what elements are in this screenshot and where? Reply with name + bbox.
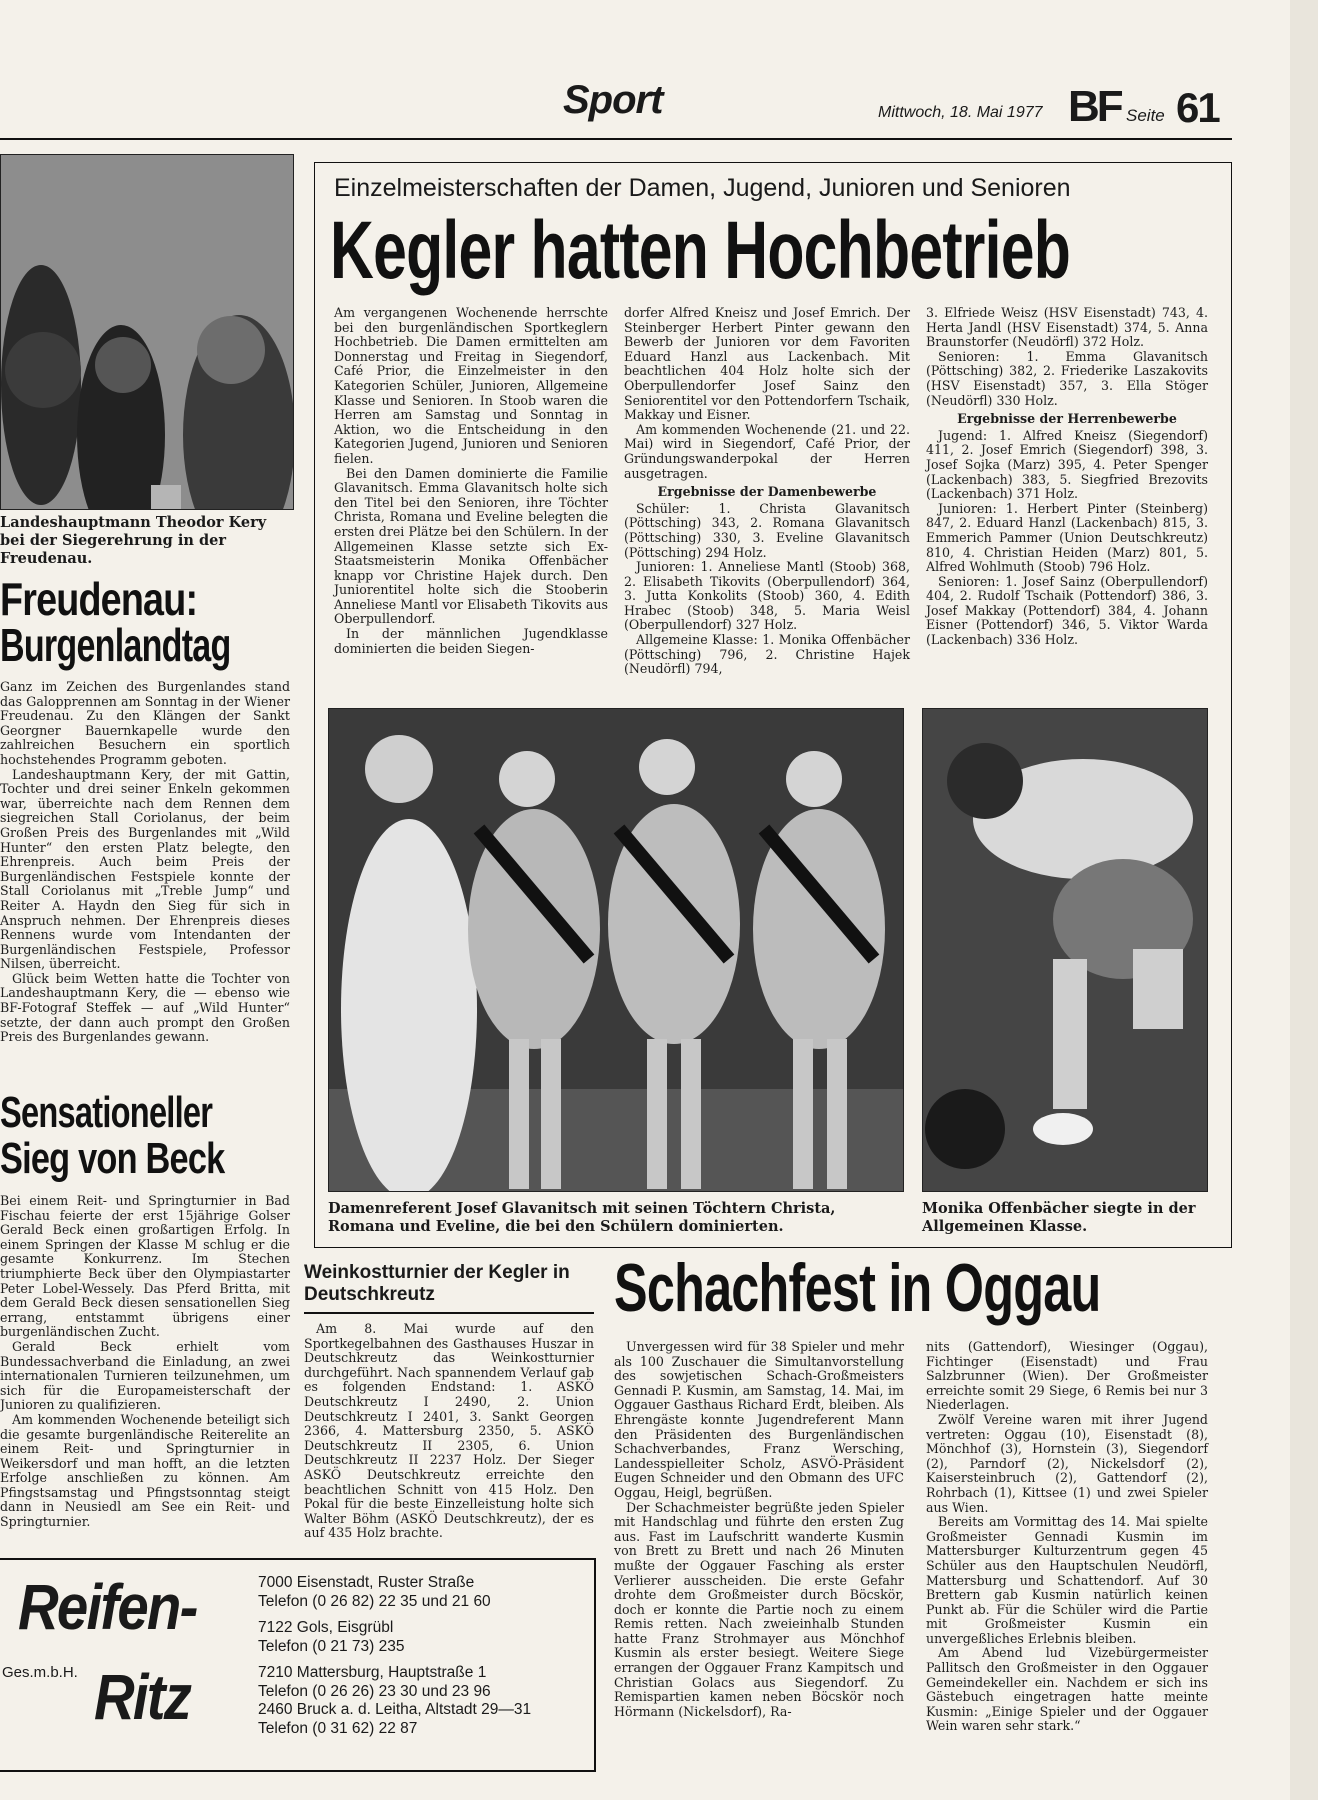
kery-photo-caption: Landeshauptmann Theodor Kery bei der Siegerehrung in der Freudenau. (0, 514, 267, 567)
issue-date: Mittwoch, 18. Mai 1977 (878, 104, 1043, 121)
freudenau-article: Ganz im Zeichen des Burgenlandes stand das Galopprennen am Sonntag in der Wiener Freudenau. Zu den Klängen der Sankt Georgner Bauernkapelle wurde den zahlreichen Besuchern ein sportlich hochstehendes Programm geboten. Landeshauptmann Kery, der mit Gattin, Tochter und drei seiner Enkeln gekommen war, überreichte nach dem Rennen dem siegreichen Stall Coriolanus, der beim Großen Preis des Burgenlandes mit „Wild Hunter“ den ersten Platz belegte, den Ehrenpreis. Auch beim Preis der Burgenländischen Festspiele konnte der Stall Coriolanus mit „Treble Jump“ und Reiter A. Haydn den Sieg für sich in Anspruch nehmen. Der Ehrenpreis dieses Rennens wurde vom Intendanten der Burgenländischen Festspiele, Professor Nilsen, überreicht. Glück beim Wetten hatte die Tochter von Landeshauptmann Kery, die — ebenso wie BF-Fotograf Steffek — auf „Wild Hunter“ setzte, der dann auch prompt den Großen Preis des Burgenlandes gewann. (0, 679, 290, 1045)
kegler-column-1: Am vergangenen Wochenende herrschte bei den burgenländischen Sportkeglern Hochbetrieb. Die Damen ermittelten am Donnerstag und Freitag in Siegendorf, Café Prior, die Einzelmeister in den Kategorien Schüler, Junioren, Allgemeine Klasse und Senioren. In Stoob waren die Herren am Samstag und Sonntag in Aktion, wo die Entscheidung in den Kategorien Jugend, Junioren und Senioren fielen. Bei den Damen dominierte die Familie Glavanitsch. Emma Glavanitsch holte sich den Titel bei den Senioren, ihre Töchter Christa, Romana und Eveline belegten die ersten drei Plätze bei den Schülern. In der Allgemeinen Klasse setzte sich Ex-Staatsmeisterin Monika Offenbächer knapp vor Christine Hajek durch. Den Juniorentitel holte sich die Stooberin Anneliese Mantl vor Elisabeth Tikovits aus Oberpullendorf. In der männlichen Jugendklasse dominierten die beiden Siegen- (334, 305, 608, 656)
page-number: 61 (1176, 84, 1219, 131)
kery-photo-figures (1, 155, 293, 509)
beck-headline-line1: Sensationeller (0, 1088, 213, 1137)
offenbaecher-photo (922, 708, 1208, 1192)
page-edge (1290, 0, 1318, 1800)
kegler-column-2: dorfer Alfred Kneisz und Josef Emrich. Der Steinberger Herbert Pinter gewann den Bewerb der Junioren vor dem Favoriten Eduard Hanzl aus Lackenbach. Mit beachtlichen 404 Holz holte sich der Oberpullendorfer Josef Sainz den Seniorentitel vor den Pottendorfern Tschaik, Makkay und Eisner. Am kommenden Wochenende (21. und 22. Mai) wird in Siegendorf, Café Prior, der Gründungswanderpokal der Herren ausgetragen. Ergebnisse der Damenbewerbe Schüler: 1. Christa Glavanitsch (Pöttsching) 343, 2. Romana Glavanitsch (Pöttsching) 330, 3. Eveline Glavanitsch (Pöttsching) 294 Holz. Junioren: 1. Anneliese Mantl (Stoob) 368, 2. Elisabeth Tikovits (Oberpullendorf) 364, 3. Jutta Konkolits (Stoob) 360, 4. Edith Hrabec (Stoob) 348, 5. Maria Weisl (Oberpullendorf) 327 Holz. Allgemeine Klasse: 1. Monika Offenbächer (Pöttsching) 796, 2. Christine Hajek (Neudörfl) 794, (624, 305, 910, 677)
weinkost-rule (304, 1312, 594, 1314)
kegler-kicker: Einzelmeisterschaften der Damen, Jugend, Junioren und Senioren (334, 174, 1071, 202)
herren-results-heading: Ergebnisse der Herrenbewerbe (957, 411, 1177, 427)
herren-result-jugend: Jugend: 1. Alfred Kneisz (Siegendorf) 411, 2. Josef Emrich (Siegendorf) 398, 3. Josef Sojka (Marz) 395, 4. Peter Spenger (Lackenbach) 383, 5. Siegfried Brezovits (Lackenbach) 371 Holz. (926, 427, 1208, 502)
reifen-ritz-ad (0, 1558, 596, 1772)
beck-headline-line2: Sieg von Beck (0, 1134, 225, 1183)
freudenau-headline-line2: Burgenlandtag (0, 619, 231, 671)
ad-line: 2460 Bruck a. d. Leitha, Altstadt 29—31 (258, 1701, 532, 1718)
ad-brand-line1: Reifen- (18, 1571, 197, 1643)
herren-result-senioren: Senioren: 1. Josef Sainz (Oberpullendorf) 404, 2. Rudolf Tschaik (Pottendorf) 386, 3. Josef Makkay (Pottendorf) 384, 4. Johann Eisner (Pottendorf) 346, 5. Viktor Warda (Lackenbach) 336 Holz. (926, 573, 1208, 648)
weinkost-article: Am 8. Mai wurde auf den Sportkegelbahnen des Gasthauses Huszar in Deutschkreutz das Weinkostturnier durchgeführt. Nach spannendem Verlauf gab es folgenden Endstand: 1. ASKÖ Deutschkreutz I 2490, 2. Union Deutschkreutz I 2401, 3. Sankt Georgen 2366, 4. Mattersburg 2350, 5. ASKÖ Deutschkreutz II 2305, 6. Union Deutschkreutz II 2237 Holz. Der Sieger ASKÖ Deutschkreutz erreichte den beachtlichen Schnitt von 415 Holz. Den Pokal für die beste Einzelleistung holte sich Walter Böhm (ASKÖ Deutschkreutz), der es auf 435 Holz brachte. (304, 1321, 594, 1541)
damen-result-schueler: Schüler: 1. Christa Glavanitsch (Pöttsching) 343, 2. Romana Glavanitsch (Pöttsching) 330, 3. Eveline Glavanitsch (Pöttsching) 294 Holz. (624, 500, 910, 560)
ad-line: 7210 Mattersburg, Hauptstraße 1 (258, 1664, 487, 1681)
schach-column-2: nits (Gattendorf), Wiesinger (Oggau), Fichtinger (Eisenstadt) und Frau Salzbrunner (Wien). Der Großmeister erreichte somit 29 Siege, 6 Remis bei nur 3 Niederlagen. Zwölf Vereine waren mit ihrer Jugend vertreten: Oggau (10), Eisenstadt (8), Mönchhof (3), Hornstein (3), Siegendorf (2), Parndorf (2), Nickelsdorf (2), Kaisersteinbruch (2), Gattendorf (2), Rohrbach (1), Kittsee (1) und zwei Spieler aus Wien. Bereits am Vormittag des 14. Mai spielte Großmeister Gennadi Kusmin im Mattersburger Kulturzentrum gegen 45 Schüler aus den Hauptschulen Neudörfl, Mattersburg und Schattendorf. Auf 30 Brettern gab Kusmin natürlich keinen Punkt ab. Für die Schüler wird die Partie mit Großmeister Kusmin ein unvergeßliches Erlebnis bleiben. Am Abend lud Vizebürgermeister Pallitsch den Großmeister in den Oggauer Gemeindekeller ein. Nachdem er sich ins Gästebuch eingetragen hatte meinte Kusmin: „Einige Spieler und der Oggauer Wein waren sehr stark.“ (926, 1339, 1208, 1734)
schach-headline: Schachfest in Oggau (614, 1250, 1101, 1326)
ad-company-suffix: Ges.m.b.H. (2, 1664, 78, 1681)
ad-addresses (258, 1574, 588, 1738)
kegler-headline: Kegler hatten Hochbetrieb (330, 205, 1071, 296)
ad-brand-line2: Ritz (94, 1661, 191, 1733)
weinkost-headline: Weinkostturnier der Kegler in Deutschkreutz (304, 1262, 570, 1305)
damen-result-allgemein: Allgemeine Klasse: 1. Monika Offenbächer (Pöttsching) 796, 2. Christine Hajek (Neudörfl) 794, (624, 632, 910, 677)
ad-line: Telefon (0 21 73) 235 (258, 1637, 405, 1655)
ad-line: Telefon (0 31 62) 22 87 (258, 1719, 418, 1737)
bf-logo: BF (1068, 82, 1121, 131)
bowler-photo-figure (923, 709, 1207, 1191)
ad-line: Telefon (0 26 26) 23 30 und 23 96 (258, 1682, 491, 1700)
herren-result-junioren: Junioren: 1. Herbert Pinter (Steinberg) 847, 2. Eduard Hanzl (Lackenbach) 815, 3. Emmerich Pammer (Union Deutschkreutz) 810, 4. Christian Heiden (Marz) 801, 5. Alfred Wohlmuth (Stoob) 796 Holz. (926, 500, 1208, 575)
beck-headline (0, 1090, 292, 1182)
schach-column-1: Unvergessen wird für 38 Spieler und mehr als 100 Zuschauer die Simultanvorstellung des sowjetischen Schach-Großmeisters Gennadi P. Kusmin, am Samstag, 14. Mai, im Oggauer Gasthaus Richard Erdt, bleiben. Als Ehrengäste konnte Jugendreferent Mann den Präsidenten des Burgenländischen Schachverbandes, Franz Wersching, Landesspielleiter Scholz, ASVÖ-Präsident Eugen Schneider und den Obmann des UFC Oggau, Heigl, begrüßen. Der Schachmeister begrüßte jeden Spieler mit Handschlag und führte den ersten Zug aus. Fast im Laufschritt wanderte Kusmin von Brett zu Brett und nach 26 Minuten mußte der Oggauer Fasching als erster Verlierer ausscheiden. Die erste Gefahr drohte dem Großmeister durch Böcskör, doch er konnte die Partie noch zu einem Remis retten. Nach zweieinhalb Stunden hatte Franz Strohmayer aus Mönchhof Kusmin als erster besiegt. Weitere Siege errangen der Oggauer Franz Kampitsch und Christian Golacs aus Siegendorf. Zu Remispartien kamen neben Böcskör noch Hörmann (Nickelsdorf), Ra- (614, 1339, 904, 1719)
beck-article: Bei einem Reit- und Springturnier in Bad Fischau feierte der erst 15jährige Golser Gerald Beck einen großartigen Erfolg. In einem Springen der Klasse M schlug er die gesamte Konkurrenz. Im Stechen triumphierte Beck über den Olympiastarter Peter Lobel-Wessely. Das Pferd Britta, mit dem Gerald Beck diesen sensationellen Sieg errang, entstammt übrigens einer burgenländischen Zucht. Gerald Beck erhielt vom Bundessachverband die Einladung, an zwei internationalen Turnieren teilzunehmen, um sich für die Europameisterschaft der Junioren zu qualifizieren. Am kommenden Wochenende beteiligt sich die gesamte burgenländische Reiterelite an einem Reit- und Springturnier in Weikersdorf und man hofft, an die letzten Erfolge anschließen zu können. Am Pfingstsamstag und Pfingstsonntag steigt dann in Neusiedl am See ein Reit- und Springturnier. (0, 1193, 290, 1530)
family-photo-figures (329, 709, 903, 1191)
freudenau-headline-line1: Freudenau: (0, 573, 198, 625)
damen-result-junioren: Junioren: 1. Anneliese Mantl (Stoob) 368, 2. Elisabeth Tikovits (Oberpullendorf) 364, 3. Jutta Konkolits (Stoob) 360, 4. Edith Hrabec (Stoob) 348, 5. Maria Weisl (Oberpullendorf) 327 Holz. (624, 559, 910, 633)
kegler-column-3: 3. Elfriede Weisz (HSV Eisenstadt) 743, 4. Herta Jandl (HSV Eisenstadt) 374, 5. Anna Braunstorfer (Neudörfl) 372 Holz. Senioren: 1. Emma Glavanitsch (Pöttsching) 382, 2. Friederike Laszakovits (HSV Eisenstadt) 357, 3. Ella Stöger (Neudörfl) 330 Holz. Ergebnisse der Herrenbewerbe Jugend: 1. Alfred Kneisz (Siegendorf) 411, 2. Josef Emrich (Siegendorf) 398, 3. Josef Sojka (Marz) 395, 4. Peter Spenger (Lackenbach) 383, 5. Siegfried Brezovits (Lackenbach) 371 Holz. Junioren: 1. Herbert Pinter (Steinberg) 847, 2. Eduard Hanzl (Lackenbach) 815, 3. Emmerich Pammer (Union Deutschkreutz) 810, 4. Christian Heiden (Marz) 801, 5. Alfred Wohlmuth (Stoob) 796 Holz. Senioren: 1. Josef Sainz (Oberpullendorf) 404, 2. Rudolf Tschaik (Pottendorf) 386, 3. Josef Makkay (Pottendorf) 384, 4. Johann Eisner (Pottendorf) 346, 5. Viktor Warda (Lackenbach) 336 Holz. (926, 305, 1208, 648)
page-label: Seite (1126, 106, 1165, 125)
ad-line: 7000 Eisenstadt, Ruster Straße (258, 1574, 475, 1591)
freudenau-headline (0, 573, 292, 671)
glavanitsch-family-photo (328, 708, 904, 1192)
glavanitsch-photo-caption: Damenreferent Josef Glavanitsch mit seinen Töchtern Christa, Romana und Eveline, die bei den Schülern dominierten. (328, 1200, 836, 1235)
offenbaecher-photo-caption: Monika Offenbächer siegte in der Allgemeinen Klasse. (922, 1200, 1196, 1235)
ad-line: Telefon (0 26 82) 22 35 und 21 60 (258, 1592, 491, 1610)
masthead-rule (0, 138, 1232, 140)
damen-result-senioren: Senioren: 1. Emma Glavanitsch (Pöttsching) 382, 2. Friederike Laszakovits (HSV Eisenstadt) 357, 3. Ella Stöger (Neudörfl) 330 Holz. (926, 348, 1208, 408)
ad-line: 7122 Gols, Eisgrübl (258, 1619, 394, 1636)
section-title: Sport (563, 78, 663, 122)
kery-award-photo (0, 154, 294, 510)
damen-results-heading: Ergebnisse der Damenbewerbe (657, 484, 877, 500)
